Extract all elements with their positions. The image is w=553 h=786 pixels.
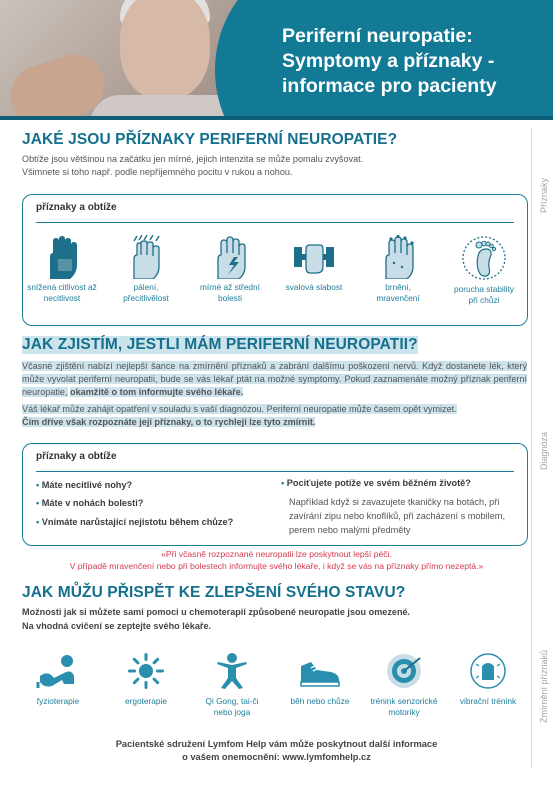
symptom-pain: [195, 235, 265, 303]
target-icon: [384, 652, 424, 690]
intro-text-2: Všimnete si toho např. podle nepříjemného pocitu v rukou a nohou.: [22, 167, 293, 177]
activity-vibration: [452, 652, 524, 707]
symptom-label: pálení, přecitlivělost: [123, 282, 169, 303]
symptom-tingling: [363, 235, 433, 303]
sidebar-label-symptoms: Příznaky: [539, 178, 549, 214]
shoe-icon: [297, 652, 343, 690]
hand-tingling-icon: [378, 235, 418, 279]
section-heading-symptoms: JAKÉ JSOU PŘÍZNAKY PERIFERNÍ NEUROPATIE?: [22, 131, 398, 148]
section-heading-diagnosis: JAK ZJISTÍM, JESTLI MÁM PERIFERNÍ NEUROPATII?: [22, 336, 418, 353]
symptoms-box: [22, 194, 528, 326]
physiotherapy-icon: [36, 652, 80, 690]
symptom-label: snížená citlivost až necitlivost: [27, 282, 97, 303]
symptom-stability: [449, 235, 519, 305]
header-banner: [0, 0, 553, 120]
hand-burning-icon: [126, 235, 166, 279]
question-daily-life: • Pociťujete potíže ve svém běžném životě?: [281, 478, 471, 488]
symptom-label: brnění, mravenčení: [376, 282, 420, 303]
activity-running: [284, 652, 356, 707]
activity-ergotherapy: [110, 652, 182, 707]
question-leg-pain: • Máte v nohách bolesti?: [36, 498, 144, 508]
daily-life-example: Například když si zavazujete tkaničky na botách, při zavírání zipu nebo knoflíků, při zacházení s mobilem, perem nebo malými předměty: [289, 497, 506, 535]
intro-text-1: Obtíže jsou většinou na začátku jen mírné, jejich intenzita se může pomalu zvyšovat.: [22, 154, 364, 164]
hand-pain-icon: [210, 235, 250, 279]
doctor-note-1: «Při včasně rozpoznané neuropatii lze poskytnout lepší péči.: [161, 549, 392, 559]
box-title: příznaky a obtíže: [36, 202, 117, 213]
diagnosis-paragraph-1: Včasné zjištění nabízí nejlepší šance na zmírnění příznaků a zabrání dalšímu poškození nervů. Když dostanete lék, který může vyvolat periferní neuropatii, bude se vás lékař ptát na možné symptomy. Pokud zaznamenáte možný příznak periferní neuropatie, okamžitě o tom informujte svého lékaře.: [22, 361, 527, 397]
symptom-weakness: [279, 235, 349, 293]
activity-qigong: [196, 652, 268, 717]
question-walking: • Vnímáte narůstající nejistotu během chůze?: [36, 517, 234, 527]
activity-label: běh nebo chůze: [290, 696, 350, 706]
footer-line-2: o vašem onemocnění: www.lymfomhelp.cz: [182, 752, 371, 762]
section-heading-relief: JAK MŮŽU PŘISPĚT KE ZLEPŠENÍ SVÉHO STAVU?: [22, 584, 406, 601]
symptom-burning: [111, 235, 181, 303]
activity-label: ergoterapie: [125, 696, 167, 706]
symptom-label: porucha stability při chůzi: [454, 284, 514, 305]
relief-text-2: Na vhodná cvičení se zeptejte svého lékaře.: [22, 621, 212, 631]
diagnosis-paragraph-2: Váš lékař může zahájit opatření v souladu s vaší diagnózou. Periferní neuropatie může časem opět vymizet. Čím dříve však rozpoznáte její příznaky, o to rychleji lze tyto zmírnit.: [22, 404, 457, 427]
symptom-label: svalová slabost: [285, 282, 343, 292]
symptom-label: mírné až střední bolesti: [200, 282, 260, 303]
page-title: Periferní neuropatie: Symptomy a příznaky - informace pro pacienty: [282, 25, 497, 97]
foot-icon: [461, 235, 507, 281]
box-title: příznaky a obtíže: [36, 451, 117, 462]
doctor-note-2: V případě mravenčení nebo při bolestech informujte svého lékaře, i když se vás na příznaky přímo nezeptá.»: [69, 561, 484, 571]
sidebar-label-diagnosis: Diagnóza: [539, 432, 549, 471]
relief-text-1: Možnosti jak si můžete sami pomoci u chemoterapií způsobené neuropatie jsou omezené.: [22, 607, 411, 617]
activity-sensory-training: [368, 652, 440, 717]
question-numb-feet: • Máte necitlivé nohy?: [36, 480, 133, 490]
activity-label: Qi Gong, tai-či nebo joga: [205, 696, 259, 717]
activity-label: vibrační trénink: [459, 696, 517, 706]
sidebar-divider: [531, 128, 532, 768]
dumbbell-icon: [292, 235, 336, 279]
activity-label: fyzioterapie: [36, 696, 80, 706]
questions-box: [22, 443, 528, 546]
activity-physiotherapy: [22, 652, 94, 707]
ergotherapy-icon: [127, 652, 165, 690]
activity-label: trénink senzorické motoriky: [370, 696, 438, 717]
vibration-icon: [468, 652, 508, 690]
footer-line-1: Pacientské sdružení Lymfom Help vám může poskytnout další informace: [115, 739, 438, 749]
hand-numb-icon: [44, 235, 80, 279]
symptom-numbness: [27, 235, 97, 303]
sidebar-label-relief: Zmírnění příznaků: [539, 650, 549, 724]
qigong-icon: [214, 652, 250, 690]
